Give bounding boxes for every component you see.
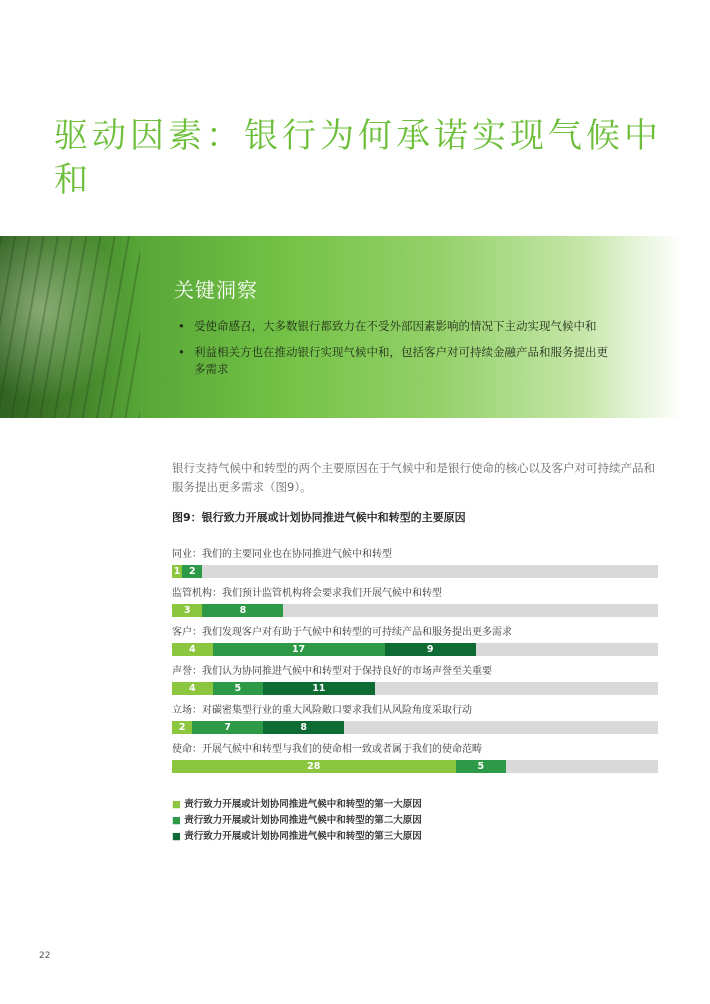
chart-row bbox=[172, 587, 658, 616]
chart-row bbox=[172, 665, 658, 694]
bar-segment-reason-1: 4 bbox=[172, 682, 213, 695]
bar-track bbox=[172, 643, 658, 656]
bar-segment-reason-3: 9 bbox=[385, 643, 476, 656]
bar-track bbox=[172, 682, 658, 695]
legend-text: 责行致力开展或计划协同推进气候中和转型的第二大原因 bbox=[180, 815, 422, 826]
intro-paragraph: 银行支持气候中和转型的两个主要原因在于气候中和是银行使命的核心以及客户对可持续产品和服务提出更多需求（图9）。 bbox=[172, 461, 655, 494]
legend-text: 责行致力开展或计划协同推进气候中和转型的第三大原因 bbox=[180, 831, 422, 842]
category-label: 立场：对碳密集型行业的重大风险敞口要求我们从风险角度采取行动 bbox=[172, 705, 472, 716]
bar-segment-reason-2: 17 bbox=[213, 643, 385, 656]
legend-label bbox=[172, 799, 422, 810]
bar-segment-reason-3: 8 bbox=[263, 721, 344, 734]
chart-row bbox=[172, 548, 658, 577]
chart-row bbox=[172, 743, 658, 772]
bar-track bbox=[172, 760, 658, 773]
chart-legend bbox=[172, 797, 422, 845]
bar-segment-reason-3: 11 bbox=[263, 682, 374, 695]
chart-title: 图9：银行致力开展或计划协同推进气候中和转型的主要原因 bbox=[172, 511, 466, 524]
category-label: 客户：我们发现客户对有助于气候中和转型的可持续产品和服务提出更多需求 bbox=[172, 627, 512, 638]
bar-segment-reason-2: 8 bbox=[202, 604, 283, 617]
forest-image bbox=[0, 236, 140, 418]
bar-track bbox=[172, 565, 658, 578]
key-insights-list bbox=[178, 318, 618, 387]
insight-text: 利益相关方也在推动银行实现气候中和，包括客户对可持续金融产品和服务提出更多需求 bbox=[194, 345, 608, 376]
bar-segment-reason-2: 7 bbox=[192, 721, 263, 734]
insight-item bbox=[178, 344, 618, 378]
insight-text: 受使命感召，大多数银行都致力在不受外部因素影响的情况下主动实现气候中和 bbox=[194, 319, 597, 333]
bar-segment-reason-1: 1 bbox=[173, 566, 181, 577]
bullet-icon: • bbox=[178, 319, 185, 333]
bar-segment-reason-1: 4 bbox=[172, 643, 213, 656]
key-insights-title: 关键洞察 bbox=[174, 278, 258, 302]
legend-item bbox=[172, 829, 422, 845]
bar-segment-reason-1: 2 bbox=[172, 721, 192, 734]
bullet-icon: • bbox=[178, 345, 185, 359]
bar-segment-reason-1: 3 bbox=[172, 604, 202, 617]
legend-item bbox=[172, 813, 422, 829]
page-title: 驱动因素：银行为何承诺实现气候中和 bbox=[54, 116, 662, 200]
page-number: 22 bbox=[39, 951, 51, 961]
legend-swatch-icon: ■ bbox=[172, 815, 181, 826]
bar-track bbox=[172, 721, 658, 734]
bar-track bbox=[172, 604, 658, 617]
bar-segment-reason-2: 5 bbox=[213, 682, 264, 695]
legend-swatch-icon: ■ bbox=[172, 799, 181, 810]
bar-segment-reason-1: 28 bbox=[172, 760, 456, 773]
legend-label bbox=[172, 815, 422, 826]
bar-segment-reason-2: 2 bbox=[182, 565, 202, 578]
category-label: 声誉：我们认为协同推进气候中和转型对于保持良好的市场声誉至关重要 bbox=[172, 666, 492, 677]
legend-text: 责行致力开展或计划协同推进气候中和转型的第一大原因 bbox=[180, 799, 422, 810]
bar-segment-reason-2: 5 bbox=[456, 760, 507, 773]
legend-label bbox=[172, 831, 422, 842]
category-label: 同业：我们的主要同业也在协同推进气候中和转型 bbox=[172, 549, 392, 560]
insight-item bbox=[178, 318, 618, 335]
legend-item bbox=[172, 797, 422, 813]
legend-swatch-icon: ■ bbox=[172, 831, 181, 842]
chart-row bbox=[172, 704, 658, 733]
category-label: 使命：开展气候中和转型与我们的使命相一致或者属于我们的使命范畴 bbox=[172, 744, 482, 755]
category-label: 监管机构：我们预计监管机构将会要求我们开展气候中和转型 bbox=[172, 588, 442, 599]
chart-row bbox=[172, 626, 658, 655]
